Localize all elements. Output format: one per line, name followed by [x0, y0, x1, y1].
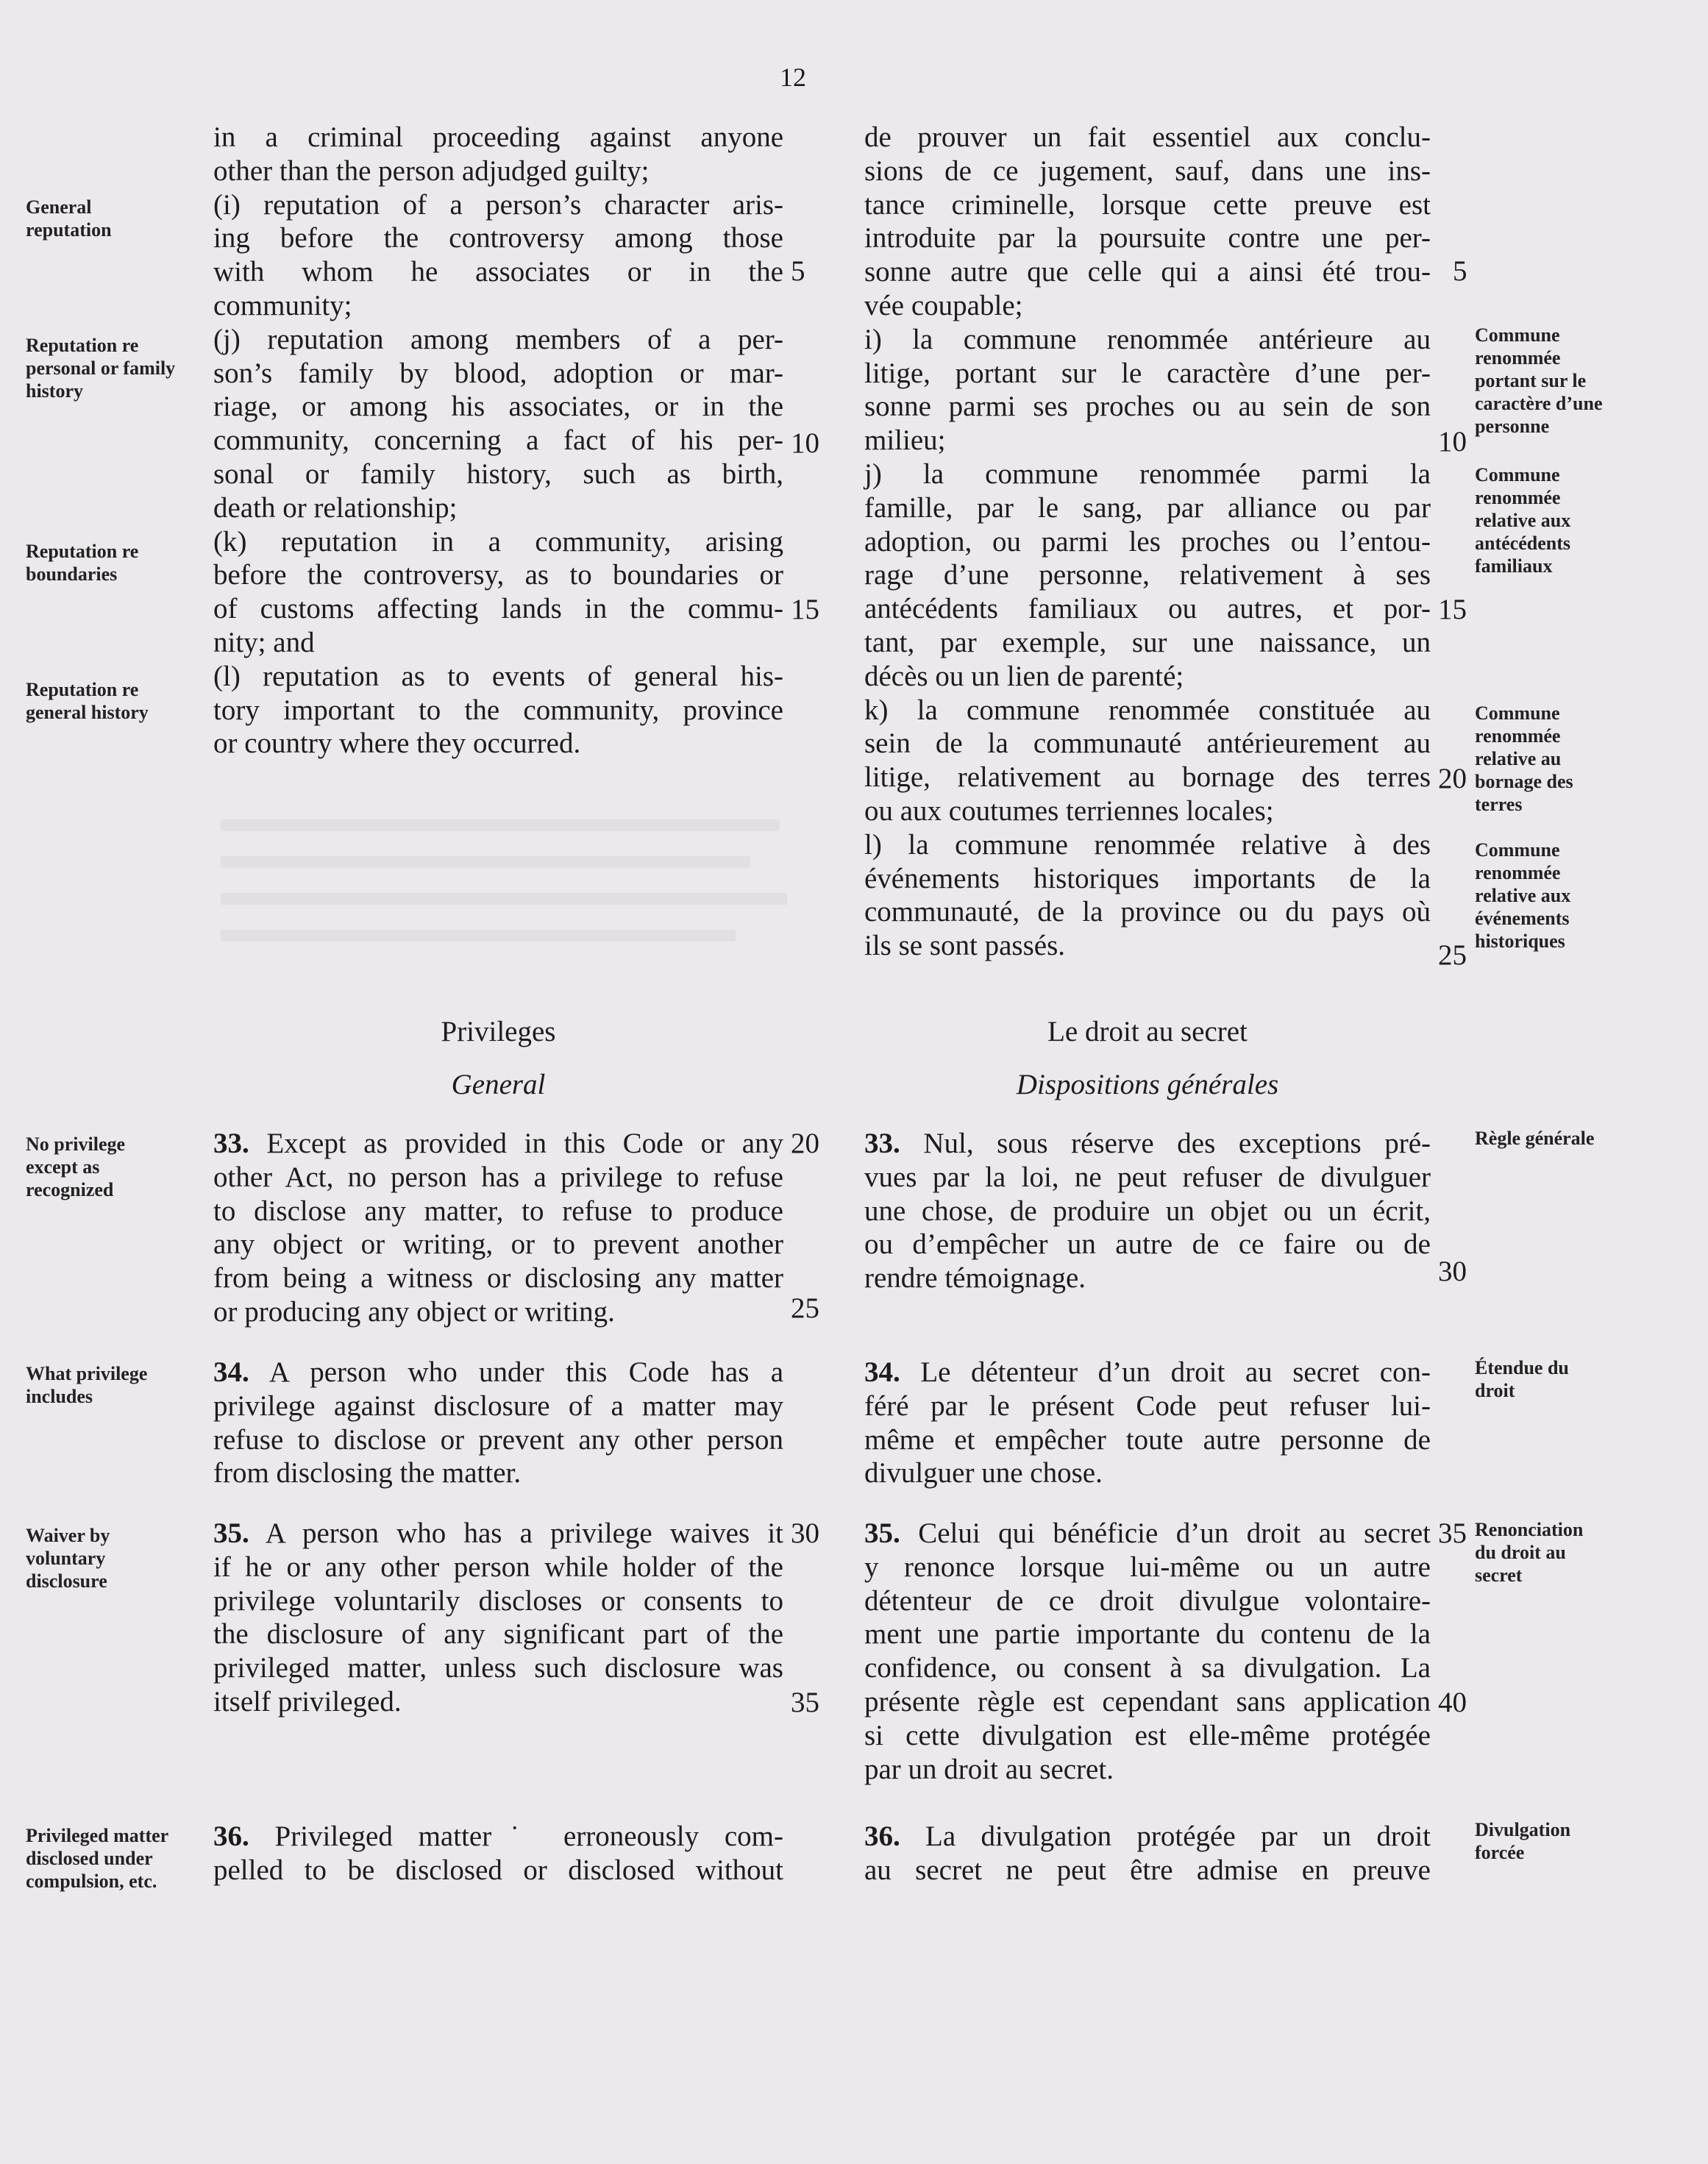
margin-note: Waiver by voluntary disclosure	[26, 1525, 110, 1592]
french-subheading: Dispositions générales	[1016, 1069, 1279, 1100]
text-line: ou aux coutumes terriennes locales;	[864, 794, 1274, 827]
text-line: si cette divulgation est elle-même protégée	[864, 1719, 1431, 1751]
text-line: tant, par exemple, sur une naissance, un	[864, 626, 1431, 658]
text-line: k) la commune renommée constituée au	[864, 694, 1431, 726]
text-line: sions de ce jugement, sauf, dans une ins-	[864, 154, 1431, 187]
text-line: 36. La divulgation protégée par un droit	[864, 1820, 1431, 1852]
margin-note: What privilege includes	[26, 1363, 148, 1407]
text-line: i) la commune renommée antérieure au	[864, 323, 1431, 355]
text-line: rage d’une personne, relativement à ses	[864, 559, 1431, 591]
line-number: 10	[791, 427, 819, 459]
text-line: other Act, no person has a privilege to refuse	[213, 1161, 783, 1193]
margin-note: Privileged matter disclosed under compulsion, etc.	[26, 1825, 168, 1892]
text-line: y renonce lorsque lui-même ou un autre	[864, 1551, 1431, 1583]
margin-note: Commune renommée relative aux antécédents familiaux	[1475, 464, 1571, 577]
text-line: or producing any object or writing.	[213, 1295, 615, 1328]
line-number: 30	[1438, 1256, 1467, 1287]
text-line: from disclosing the matter.	[213, 1457, 522, 1489]
text-line: même et empêcher toute autre personne de	[864, 1423, 1431, 1456]
text-line: communauté, de la province ou du pays où	[864, 896, 1431, 928]
text-line: itself privileged.	[213, 1685, 402, 1718]
text-line: other than the person adjudged guilty;	[213, 154, 650, 187]
text-line: introduite par la poursuite contre une per-	[864, 222, 1431, 255]
text-line: in a criminal proceeding against anyone	[213, 121, 783, 153]
text-line: litige, portant sur le caractère d’une per-	[864, 357, 1431, 389]
section-number: 34.	[213, 1356, 249, 1388]
text-line: ing before the controversy among those	[213, 222, 783, 255]
english-subheading: General	[451, 1069, 546, 1100]
section-number: 33.	[213, 1128, 249, 1159]
line-number: 5	[791, 255, 805, 287]
text-line: any object or writing, or to prevent another	[213, 1228, 783, 1261]
text-line: 33. Except as provided in this Code or any	[213, 1128, 784, 1159]
line-number: 30	[791, 1517, 819, 1549]
text-line: vues par la loi, ne peut refuser de divulguer	[864, 1161, 1431, 1193]
english-section-35	[213, 1517, 783, 1719]
line-number: 20	[1438, 763, 1467, 794]
text-line: to disclose any matter, to refuse to produce	[213, 1195, 783, 1227]
english-heading: Privileges	[441, 1016, 556, 1047]
line-number: 15	[791, 594, 819, 625]
text-line: before the controversy, as to boundaries or	[213, 559, 783, 591]
text-line: par un droit au secret.	[864, 1753, 1114, 1785]
text-line: death or relationship;	[213, 491, 458, 524]
text-line: de prouver un fait essentiel aux conclu-	[864, 121, 1431, 153]
text-line: une chose, de produire un objet ou un écrit,	[864, 1195, 1431, 1227]
french-section-34	[864, 1356, 1431, 1490]
text-line: confidence, ou consent à sa divulgation. La	[864, 1652, 1431, 1684]
line-number: 5	[1453, 255, 1467, 287]
english-section-36	[213, 1820, 783, 1887]
line-number: 35	[791, 1687, 819, 1718]
text-line: (l) reputation as to events of general his-	[213, 660, 783, 692]
text-line: divulguer une chose.	[864, 1457, 1103, 1489]
text-line: privilege voluntarily discloses or consents to	[213, 1584, 783, 1617]
line-number: 25	[791, 1292, 819, 1324]
english-part1	[213, 121, 783, 761]
text-line: 33. Nul, sous réserve des exceptions pré-	[864, 1128, 1431, 1159]
text-line: 35. Celui qui bénéficie d’un droit au secret	[864, 1517, 1431, 1549]
english-section-34	[213, 1356, 783, 1490]
line-number: 15	[1438, 594, 1467, 625]
margin-note: Divulgation forcée	[1475, 1819, 1571, 1863]
text-line: privilege against disclosure of a matter may	[213, 1389, 783, 1422]
text-line: antécédents familiaux ou autres, et por-	[864, 593, 1431, 625]
french-section-36	[864, 1820, 1431, 1887]
text-line: litige, relativement au bornage des terres	[864, 761, 1431, 794]
line-number: 40	[1438, 1687, 1467, 1718]
section-number: 35.	[864, 1517, 900, 1549]
section-number: 36.	[864, 1820, 900, 1852]
text-line: j) la commune renommée parmi la	[864, 458, 1431, 490]
text-line: sonne autre que celle qui a ainsi été trou-	[864, 256, 1431, 288]
text-line: sonal or family history, such as birth,	[213, 458, 783, 490]
text-line: the disclosure of any significant part of the	[213, 1618, 783, 1651]
margin-note: Reputation re personal or family history	[26, 335, 176, 402]
text-line: son’s family by blood, adoption or mar-	[213, 357, 783, 389]
text-line: 35. A person who has a privilege waives it	[213, 1517, 784, 1549]
text-line: sein de la communauté antérieurement au	[864, 727, 1431, 760]
french-part1	[864, 121, 1431, 963]
text-line: refuse to disclose or prevent any other person	[213, 1423, 783, 1456]
page-number: 12	[780, 63, 806, 92]
text-line: of customs affecting lands in the commu-	[213, 593, 783, 625]
text-line: ment une partie importante du contenu de la	[864, 1618, 1431, 1651]
text-line: with whom he associates or in the	[213, 256, 783, 288]
text-line: ou d’empêcher un autre de ce faire ou de	[864, 1228, 1431, 1261]
section-number: 33.	[864, 1128, 900, 1159]
text-line: tance criminelle, lorsque cette preuve est	[864, 188, 1431, 221]
english-section-33	[213, 1127, 783, 1329]
margin-note: Renonciation du droit au secret	[1475, 1519, 1584, 1586]
section-number: 35.	[213, 1517, 249, 1549]
text-line: famille, par le sang, par alliance ou par	[864, 491, 1431, 524]
text-line: 36. Privileged matter˙ erroneously com-	[213, 1820, 783, 1852]
text-line: community, concerning a fact of his per-	[213, 424, 783, 457]
margin-note: General reputation	[26, 196, 112, 241]
margin-note: No privilege except as recognized	[26, 1133, 126, 1200]
text-line: from being a witness or disclosing any matter	[213, 1262, 783, 1295]
text-line: privileged matter, unless such disclosure was	[213, 1652, 783, 1684]
text-line: événements historiques importants de la	[864, 862, 1431, 894]
text-line: vée coupable;	[864, 289, 1023, 321]
margin-note: Règle générale	[1475, 1128, 1595, 1149]
french-heading: Le droit au secret	[1047, 1016, 1248, 1047]
section-number: 36.	[213, 1820, 249, 1852]
margin-note: Reputation re boundaries	[26, 541, 139, 585]
text-line: détenteur de ce droit divulgue volontaire-	[864, 1584, 1431, 1617]
text-line: sonne parmi ses proches ou au sein de son	[864, 391, 1431, 423]
margin-note: Reputation re general history	[26, 679, 149, 723]
text-line: tory important to the community, province	[213, 694, 783, 726]
text-line: l) la commune renommée relative à des	[864, 828, 1431, 861]
line-number: 10	[1438, 426, 1467, 458]
text-line: (i) reputation of a person’s character aris-	[213, 188, 783, 221]
section-number: 34.	[864, 1356, 900, 1388]
line-number: 35	[1438, 1517, 1467, 1549]
text-line: rendre témoignage.	[864, 1262, 1086, 1295]
text-line: féré par le présent Code peut refuser lui-	[864, 1389, 1431, 1422]
margin-note: Commune renommée relative au bornage des terres	[1475, 702, 1573, 815]
line-number: 20	[791, 1128, 819, 1159]
text-line: 34. A person who under this Code has a	[213, 1356, 783, 1388]
text-line: adoption, ou parmi les proches ou l’entou-	[864, 525, 1431, 558]
text-line: (k) reputation in a community, arising	[213, 525, 783, 558]
text-line: if he or any other person while holder of the	[213, 1551, 783, 1583]
text-line: présente règle est cependant sans application	[864, 1685, 1431, 1718]
text-line: décès ou un lien de parenté;	[864, 660, 1184, 692]
text-line: riage, or among his associates, or in the	[213, 391, 783, 423]
line-number: 25	[1438, 939, 1467, 971]
text-line: community;	[213, 289, 352, 321]
text-line: (j) reputation among members of a per-	[213, 323, 783, 355]
text-line: nity; and	[213, 626, 315, 658]
margin-note: Commune renommée relative aux événements historiques	[1475, 839, 1571, 952]
margin-note: Commune renommée portant sur le caractère d’une personne	[1475, 324, 1603, 437]
text-line: au secret ne peut être admise en preuve	[864, 1854, 1431, 1886]
french-section-33	[864, 1127, 1431, 1295]
text-line: or country where they occurred.	[213, 727, 581, 760]
text-line: 34. Le détenteur d’un droit au secret con-	[864, 1356, 1431, 1388]
margin-note: Étendue du droit	[1475, 1357, 1569, 1401]
text-line: pelled to be disclosed or disclosed without	[213, 1854, 783, 1886]
text-line: milieu;	[864, 424, 946, 457]
french-section-35	[864, 1517, 1431, 1786]
text-line: ils se sont passés.	[864, 930, 1065, 962]
